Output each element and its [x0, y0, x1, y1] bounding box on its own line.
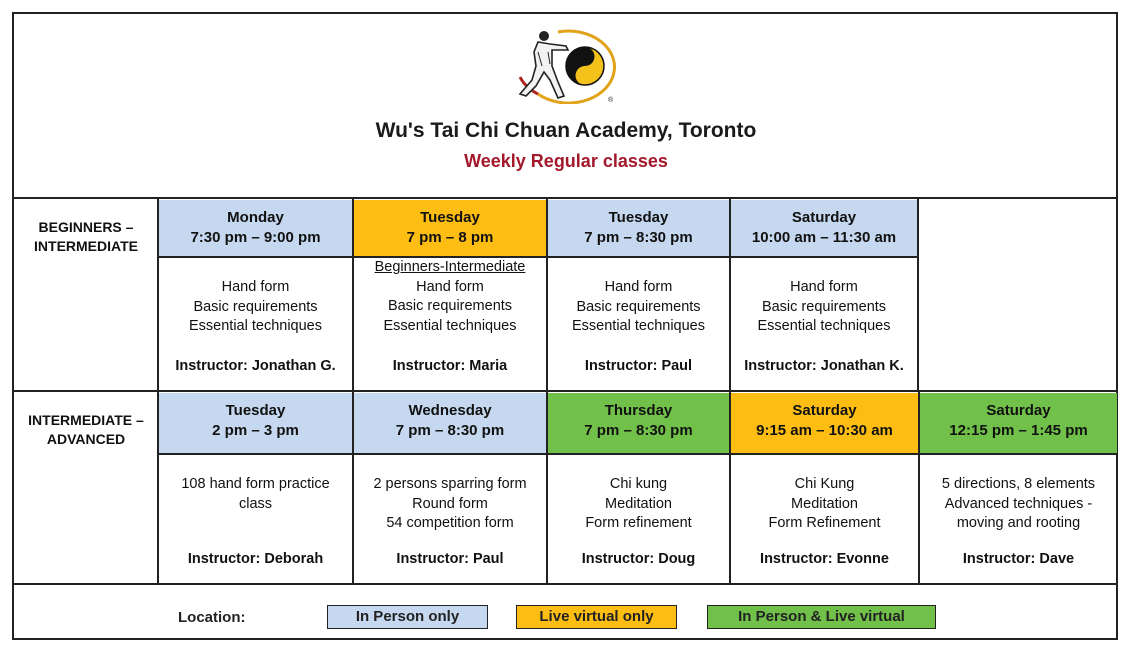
class-note: Beginners-Intermediate — [374, 259, 526, 275]
class-details: 2 persons sparring form Round form 54 competition form Instructor: Paul — [354, 455, 546, 583]
class-details: Hand form Basic requirements Essential techniques Instructor: Jonathan G. — [159, 258, 352, 390]
level-label-advanced: INTERMEDIATE – ADVANCED — [28, 412, 144, 447]
class-details: Hand form Basic requirements Essential techniques Instructor: Paul — [548, 258, 729, 390]
divider — [918, 390, 920, 585]
instructor-name: Instructor: Jonathan G. — [175, 357, 336, 374]
academy-title: Wu's Tai Chi Chuan Academy, Toronto — [375, 119, 757, 142]
instructor-name: Instructor: Evonne — [760, 550, 889, 567]
instructor-name: Instructor: Dave — [962, 550, 1075, 567]
divider — [917, 197, 919, 392]
class-details: Chi kung Meditation Form refinement Instructor: Doug — [548, 455, 729, 583]
class-details: Chi Kung Meditation Form Refinement Instructor: Evonne — [731, 455, 918, 583]
class-header: Monday 7:30 pm – 9:00 pm — [159, 200, 352, 256]
class-header: Tuesday 7 pm – 8:30 pm — [548, 200, 729, 256]
divider — [12, 583, 1118, 585]
legend-hybrid: In Person & Live virtual — [707, 605, 936, 629]
divider — [157, 453, 1118, 455]
class-header: Wednesday 7 pm – 8:30 pm — [354, 393, 546, 453]
divider — [12, 197, 1118, 199]
instructor-name: Instructor: Jonathan K. — [744, 357, 904, 374]
divider — [157, 197, 159, 585]
class-details: Beginners-Intermediate Hand form Basic requirements Essential techniques Instructor: Maria — [354, 258, 546, 390]
schedule-subtitle: Weekly Regular classes — [464, 151, 668, 171]
class-header: Saturday 12:15 pm – 1:45 pm — [920, 393, 1117, 453]
legend-label: Location: — [178, 609, 246, 626]
divider — [157, 256, 919, 258]
class-header: Saturday 10:00 am – 11:30 am — [731, 200, 917, 256]
divider — [12, 390, 1118, 392]
instructor-name: Instructor: Paul — [396, 550, 504, 567]
instructor-name: Instructor: Paul — [584, 357, 693, 374]
class-details: 5 directions, 8 elements Advanced techniques - moving and rooting Instructor: Dave — [920, 455, 1117, 583]
class-header: Tuesday 2 pm – 3 pm — [159, 393, 352, 453]
level-label-beginners: BEGINNERS – INTERMEDIATE — [34, 219, 138, 254]
class-header: Saturday 9:15 am – 10:30 am — [731, 393, 918, 453]
class-details: Hand form Basic requirements Essential techniques Instructor: Jonathan K. — [731, 258, 917, 390]
class-header: Thursday 7 pm – 8:30 pm — [548, 393, 729, 453]
class-header: Tuesday 7 pm – 8 pm — [354, 200, 546, 256]
divider — [352, 197, 354, 585]
instructor-name: Instructor: Maria — [392, 357, 508, 374]
class-details: 108 hand form practice class Instructor: Deborah — [159, 455, 352, 583]
legend-in-person: In Person only — [327, 605, 488, 629]
legend-live-virtual: Live virtual only — [516, 605, 677, 629]
svg-text:®: ® — [608, 97, 614, 104]
tai-chi-logo — [498, 22, 618, 104]
divider — [546, 197, 548, 585]
divider — [729, 197, 731, 585]
instructor-name: Instructor: Deborah — [187, 550, 324, 567]
instructor-name: Instructor: Doug — [581, 550, 696, 567]
